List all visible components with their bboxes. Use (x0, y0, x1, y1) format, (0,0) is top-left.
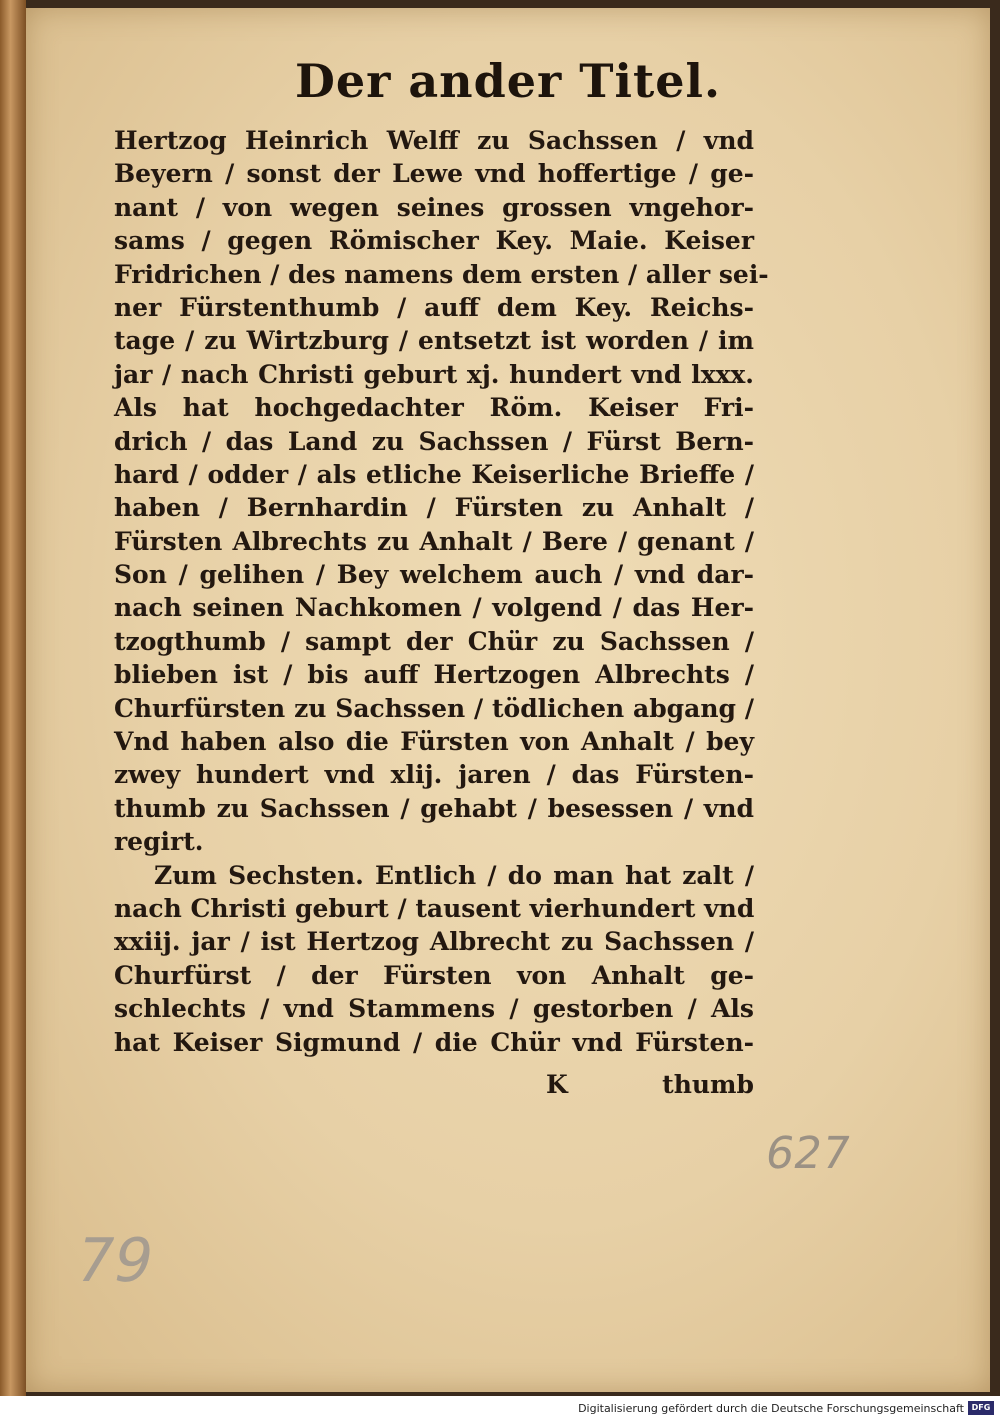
text-line: nant / von wegen seines grossen vngehor- (114, 192, 754, 222)
text-line: thumb zu Sachssen / gehabt / besessen / vnd (114, 793, 754, 823)
text-line: Als hat hochgedachter Röm. Keiser Fri- (114, 393, 754, 423)
text-line: Churfürsten zu Sachssen / tödlichen abgang / (114, 693, 754, 723)
text-line: Beyern / sonst der Lewe vnd hoffertige / ge- (114, 159, 754, 189)
text-block (114, 124, 769, 1059)
text-line: blieben ist / bis auff Hertzogen Albrechts / (114, 660, 754, 690)
text-line: zwey hundert vnd xlij. jaren / das Fürsten- (114, 760, 754, 790)
book-spine-edge (0, 0, 26, 1396)
text-line: tzogthumb / sampt der Chür zu Sachssen / (114, 626, 754, 656)
text-line: jar / nach Christi geburt xj. hundert vnd lxxx. (114, 359, 754, 389)
text-line: schlechts / vnd Stammens / gestorben / Als (114, 994, 754, 1024)
text-line: sams / gegen Römischer Key. Maie. Keiser (114, 226, 754, 256)
footer-bar (0, 1396, 1000, 1420)
footer-credit: Digitalisierung gefördert durch die Deutsche Forschungsgemeinschaft (578, 1402, 964, 1415)
text-line: haben / Bernhardin / Fürsten zu Anhalt / (114, 493, 754, 523)
text-line: Vnd haben also die Fürsten von Anhalt / bey (114, 727, 754, 757)
text-line: regirt. (114, 827, 204, 857)
text-line: hard / odder / als etliche Keiserliche Brieffe / (114, 459, 754, 489)
text-line: Churfürst / der Fürsten von Anhalt ge- (114, 960, 754, 990)
catchword-line (114, 1070, 754, 1104)
text-line: Son / gelihen / Bey welchem auch / vnd dar- (114, 560, 754, 590)
text-line: nach Christi geburt / tausent vierhundert vnd (114, 893, 755, 923)
text-line: Fridrichen / des namens dem ersten / aller sei- (114, 259, 769, 289)
book-page (26, 8, 990, 1392)
dfg-logo-icon: DFG (968, 1401, 994, 1415)
text-line: nach seinen Nachkomen / volgend / das Her- (114, 593, 754, 623)
text-line: drich / das Land zu Sachssen / Fürst Bern- (114, 426, 754, 456)
pencil-folio-number: 627 (761, 1128, 855, 1179)
text-line: Zum Sechsten. Entlich / do man hat zalt / (154, 860, 754, 890)
pencil-mark: 79 (68, 1226, 160, 1296)
signature-mark: K (546, 1070, 568, 1099)
text-line: Fürsten Albrechts zu Anhalt / Bere / genant / (114, 526, 754, 556)
text-line: ner Fürstenthumb / auff dem Key. Reichs- (114, 292, 754, 322)
text-line: hat Keiser Sigmund / die Chür vnd Fürsten- (114, 1027, 754, 1057)
catchword: thumb (662, 1070, 754, 1099)
page-header: Der ander Titel. (294, 54, 722, 108)
text-line: Hertzog Heinrich Welff zu Sachssen / vnd (114, 126, 754, 155)
text-line: tage / zu Wirtzburg / entsetzt ist worden / im (114, 326, 754, 356)
text-line: xxiij. jar / ist Hertzog Albrecht zu Sachssen / (114, 927, 754, 957)
